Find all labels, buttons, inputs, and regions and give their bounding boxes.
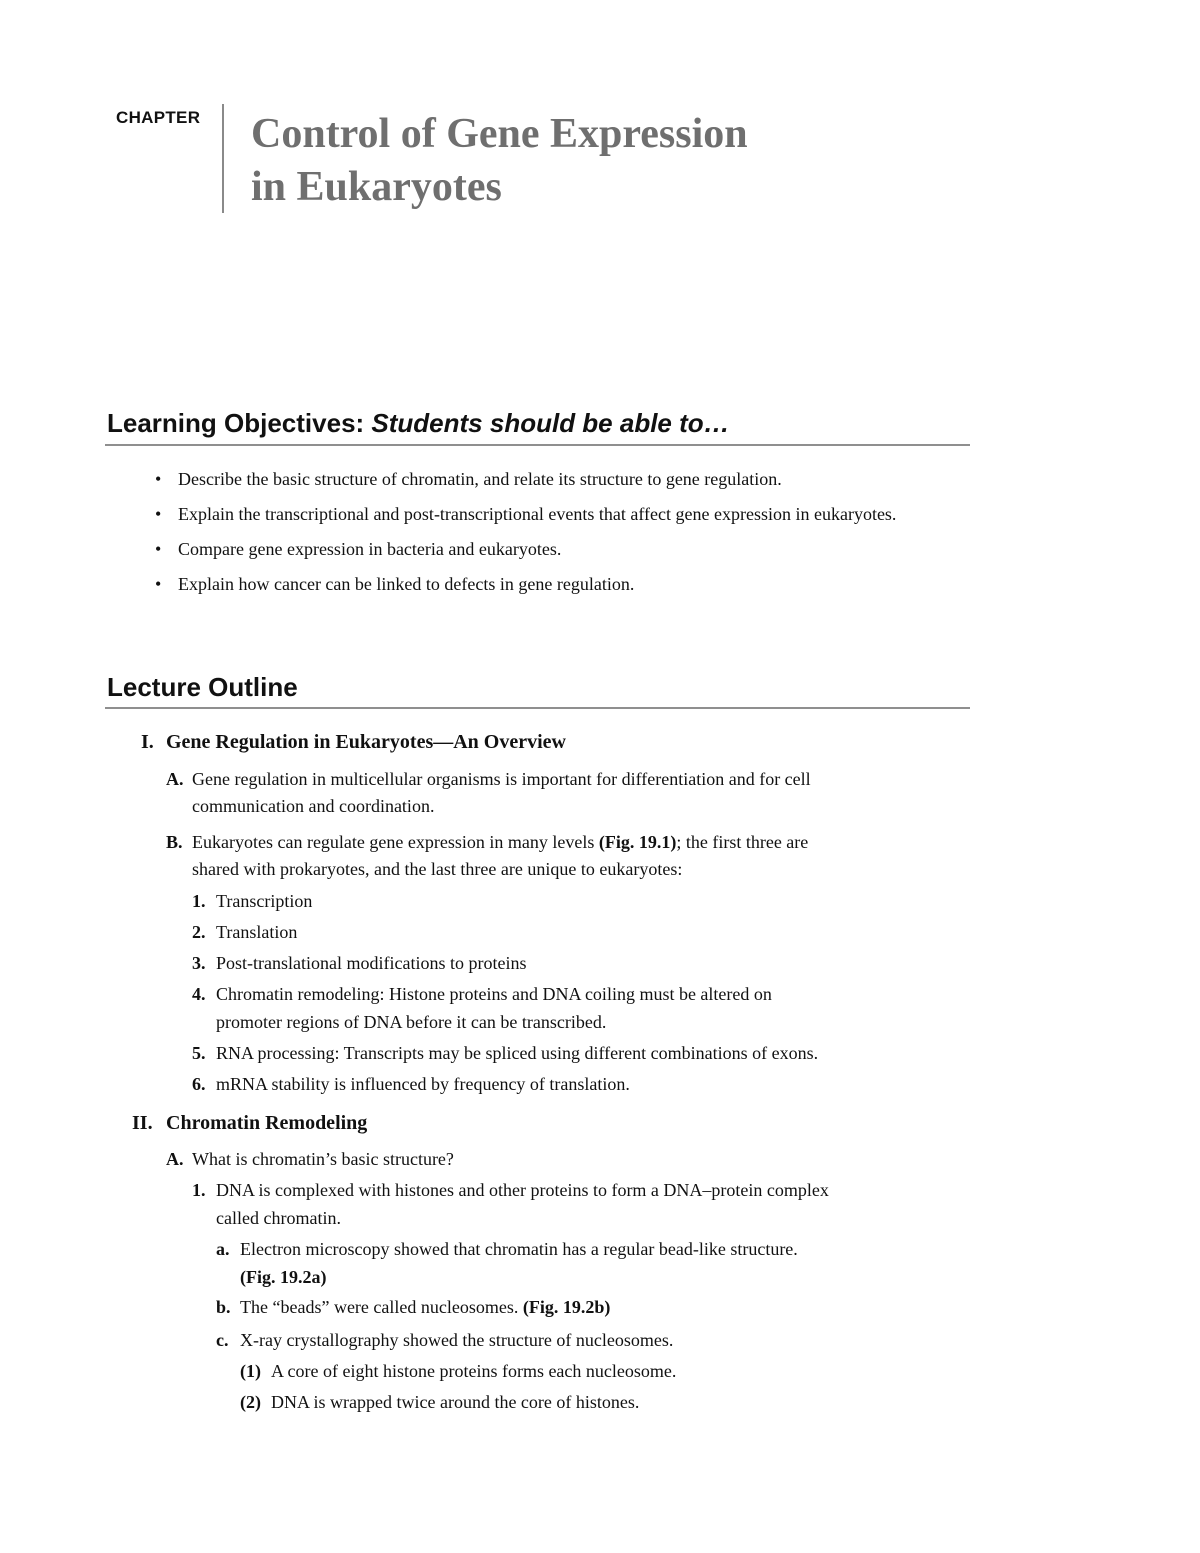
level-3-marker: 3. — [192, 953, 206, 973]
chromatin-level-1-marker: 1. — [192, 1180, 206, 1200]
level-1-marker: 1. — [192, 891, 206, 911]
objective-text: Describe the basic structure of chromatin, and relate its structure to gene regulation. — [178, 469, 782, 489]
level-1-text: Transcription — [216, 891, 313, 911]
figure-reference: (Fig. 19.2a) — [240, 1267, 327, 1287]
chapter-title-line-1: Control of Gene Expression — [251, 111, 748, 157]
bullet: • — [155, 539, 162, 559]
sub-c-marker: c. — [216, 1330, 229, 1350]
objective-text: Explain the transcriptional and post-transcriptional events that affect gene expression in eukaryotes. — [178, 504, 897, 524]
section-ii-marker: II. — [132, 1112, 153, 1134]
chromatin-level-1-line-1: DNA is complexed with histones and other proteins to form a DNA–protein complex — [216, 1180, 829, 1200]
section-i-title: Gene Regulation in Eukaryotes—An Overview — [166, 731, 566, 753]
level-4-text-cont: promoter regions of DNA before it can be transcribed. — [216, 1012, 607, 1032]
item-b-line-2: shared with prokaryotes, and the last three are unique to eukaryotes: — [192, 859, 683, 879]
level-3-text: Post-translational modifications to proteins — [216, 953, 527, 973]
chapter-divider — [222, 104, 224, 213]
sub-b-line — [240, 1294, 610, 1321]
item-b-text-end: ; the first three are — [676, 832, 809, 852]
chapter-title-line-2: in Eukaryotes — [251, 164, 502, 210]
item-a-line-1: Gene regulation in multicellular organisms is important for differentiation and for cell — [192, 769, 811, 789]
figure-reference: (Fig. 19.2b) — [522, 1297, 611, 1317]
learning-objectives-label: Learning Objectives: — [107, 408, 365, 438]
chromatin-item-a-text: What is chromatin’s basic structure? — [192, 1149, 454, 1169]
bullet: • — [155, 469, 162, 489]
item-b-marker: B. — [166, 832, 183, 852]
sub-b-marker: b. — [216, 1297, 231, 1317]
level-6-text: mRNA stability is influenced by frequency of translation. — [216, 1074, 630, 1094]
sub-a-marker: a. — [216, 1239, 230, 1259]
objective-item — [155, 466, 955, 493]
bullet: • — [155, 504, 162, 524]
objectives-list — [155, 466, 955, 606]
chapter-label: CHAPTER — [116, 108, 201, 127]
lecture-outline-heading: Lecture Outline — [107, 672, 298, 702]
item-b-text: Eukaryotes can regulate gene expression in many levels — [192, 832, 595, 852]
objective-text: Compare gene expression in bacteria and eukaryotes. — [178, 539, 562, 559]
level-6-marker: 6. — [192, 1074, 206, 1094]
sub-2-text: DNA is wrapped twice around the core of histones. — [271, 1392, 640, 1412]
sub-2-marker: (2) — [240, 1392, 261, 1412]
sub-c-text: X-ray crystallography showed the structure of nucleosomes. — [240, 1330, 674, 1350]
objective-item — [155, 501, 955, 528]
chromatin-item-a-marker: A. — [166, 1149, 184, 1169]
bullet: • — [155, 574, 162, 594]
outline-rule — [105, 707, 970, 709]
figure-reference: (Fig. 19.1) — [598, 832, 677, 852]
item-b-line-1 — [192, 829, 808, 856]
chromatin-level-1-line-2: called chromatin. — [216, 1208, 341, 1228]
objectives-rule — [105, 444, 970, 446]
chapter-title — [251, 108, 748, 214]
level-4-marker: 4. — [192, 984, 206, 1004]
objective-text: Explain how cancer can be linked to defects in gene regulation. — [178, 574, 635, 594]
section-i-marker: I. — [141, 731, 154, 753]
item-a-line-2: communication and coordination. — [192, 796, 435, 816]
sub-1-marker: (1) — [240, 1361, 261, 1381]
sub-a-text: Electron microscopy showed that chromatin has a regular bead-like structure. — [240, 1239, 798, 1259]
sub-b-text: The “beads” were called nucleosomes. — [240, 1297, 519, 1317]
level-2-text: Translation — [216, 922, 298, 942]
learning-objectives-subtitle: Students should be able to… — [371, 408, 730, 438]
level-2-marker: 2. — [192, 922, 206, 942]
sub-1-text: A core of eight histone proteins forms each nucleosome. — [271, 1361, 677, 1381]
item-a-marker: A. — [166, 769, 184, 789]
level-5-text: RNA processing: Transcripts may be spliced using different combinations of exons. — [216, 1043, 819, 1063]
objective-item — [155, 536, 955, 563]
section-ii-title: Chromatin Remodeling — [166, 1112, 368, 1134]
objective-item — [155, 571, 955, 598]
level-5-marker: 5. — [192, 1043, 206, 1063]
learning-objectives-heading — [107, 408, 730, 439]
level-4-text: Chromatin remodeling: Histone proteins and DNA coiling must be altered on — [216, 984, 772, 1004]
